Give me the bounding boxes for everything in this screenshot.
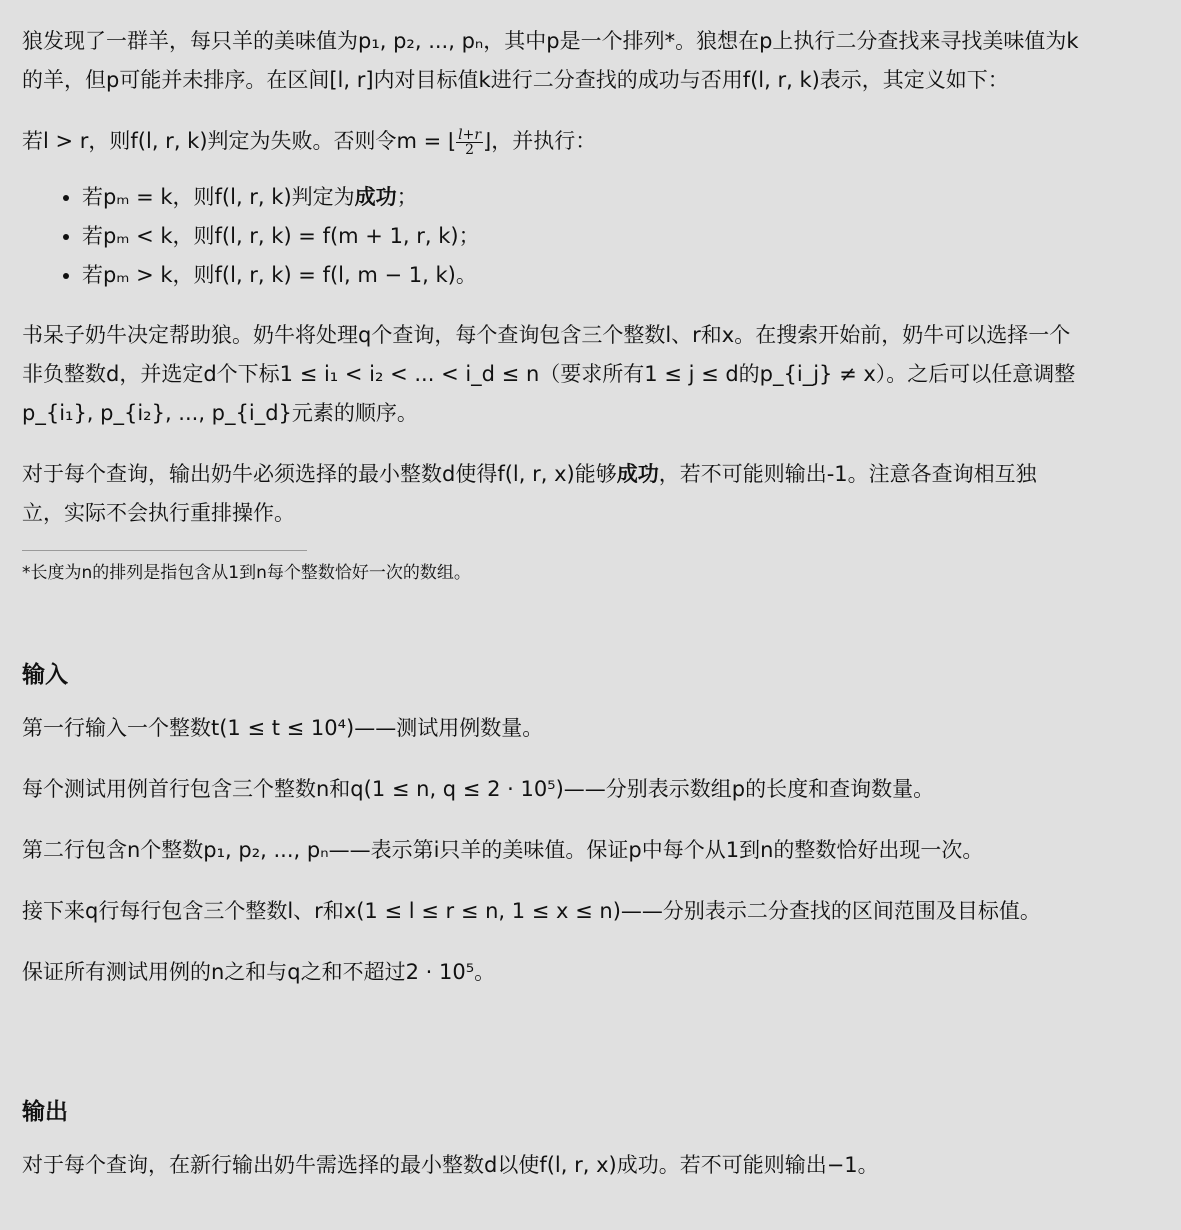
footnote-divider xyxy=(22,550,307,551)
case-less: • 若pₘ < k，则f(l, r, k) = f(m + 1, r, k)； xyxy=(82,217,1159,256)
definition-paragraph xyxy=(22,122,1159,161)
input-line-5: 保证所有测试用例的n之和与q之和不超过2 · 10⁵。 xyxy=(22,960,496,984)
query-bold: 成功 xyxy=(616,462,659,486)
query-line-2: 立，实际不会执行重排操作。 xyxy=(22,501,295,525)
section-gap xyxy=(22,587,1159,659)
input-line-3: 第二行包含n个整数p₁, p₂, ..., pₙ——表示第i只羊的美味值。保证p中每个从1到n的整数恰好出现一次。 xyxy=(22,838,984,862)
intro-line-2: 的羊，但p可能并未排序。在区间[l, r]内对目标值k进行二分查找的成功与否用f(l, r, k)表示，其定义如下： xyxy=(22,68,1009,92)
footnote: *长度为n的排列是指包含从1到n每个整数恰好一次的数组。 xyxy=(22,563,471,583)
case-greater: • 若pₘ > k，则f(l, r, k) = f(l, m − 1, k)。 xyxy=(82,256,1159,295)
definition-prefix: 若l > r，则f(l, r, k)判定为失败。否则令m = ⌊ xyxy=(22,129,457,153)
output-line-1: 对于每个查询，在新行输出奶牛需选择的最小整数d以使f(l, r, x)成功。若不可能则输出−1。 xyxy=(22,1153,879,1177)
input-section-title: 输入 xyxy=(22,662,68,688)
intro-paragraph xyxy=(22,22,1159,100)
helper-line-1: 书呆子奶牛决定帮助狼。奶牛将处理q个查询，每个查询包含三个整数l、r和x。在搜索开始前，奶牛可以选择一个 xyxy=(22,323,1071,347)
case-list xyxy=(22,178,1159,295)
query-text-end: ，若不可能则输出-1。注意各查询相互独 xyxy=(658,462,1037,486)
definition-suffix: ⌋，并执行： xyxy=(483,129,597,153)
input-line-4: 接下来q行每行包含三个整数l、r和x(1 ≤ l ≤ r ≤ n, 1 ≤ x ≤ n)——分别表示二分查找的区间范围及目标值。 xyxy=(22,899,1041,923)
helper-line-3: p_{i₁}, p_{i₂}, ..., p_{i_d}元素的顺序。 xyxy=(22,401,418,425)
case-equal xyxy=(82,178,1159,217)
input-line-2: 每个测试用例首行包含三个整数n和q(1 ≤ n, q ≤ 2 · 10⁵)——分别表示数组p的长度和查询数量。 xyxy=(22,777,935,801)
query-text: 对于每个查询，输出奶牛必须选择的最小整数d使得f(l, r, x)能够 xyxy=(22,462,617,486)
midpoint-fraction xyxy=(456,128,483,157)
output-section-title: 输出 xyxy=(22,1099,68,1125)
section-gap-2 xyxy=(22,1014,1159,1096)
fraction-denominator: 2 xyxy=(465,141,475,158)
case-equal-end: ； xyxy=(396,185,418,209)
input-line-1: 第一行输入一个整数t(1 ≤ t ≤ 10⁴)——测试用例数量。 xyxy=(22,716,544,740)
helper-paragraph xyxy=(22,316,1159,433)
helper-line-2: 非负整数d，并选定d个下标1 ≤ i₁ < i₂ < ... < i_d ≤ n（要求所有1 ≤ j ≤ d的p_{i_j} ≠ x）。之后可以任意调整 xyxy=(22,362,1076,386)
intro-line-1: 狼发现了一群羊，每只羊的美味值为p₁, p₂, ..., pₙ，其中p是一个排列*。狼想在p上执行二分查找来寻找美味值为k xyxy=(22,29,1079,53)
query-paragraph xyxy=(22,455,1159,533)
case-equal-text: 若pₘ = k，则f(l, r, k)判定为 xyxy=(82,185,355,209)
case-equal-bold: 成功 xyxy=(354,185,397,209)
fraction-numerator: l+r xyxy=(458,126,482,143)
